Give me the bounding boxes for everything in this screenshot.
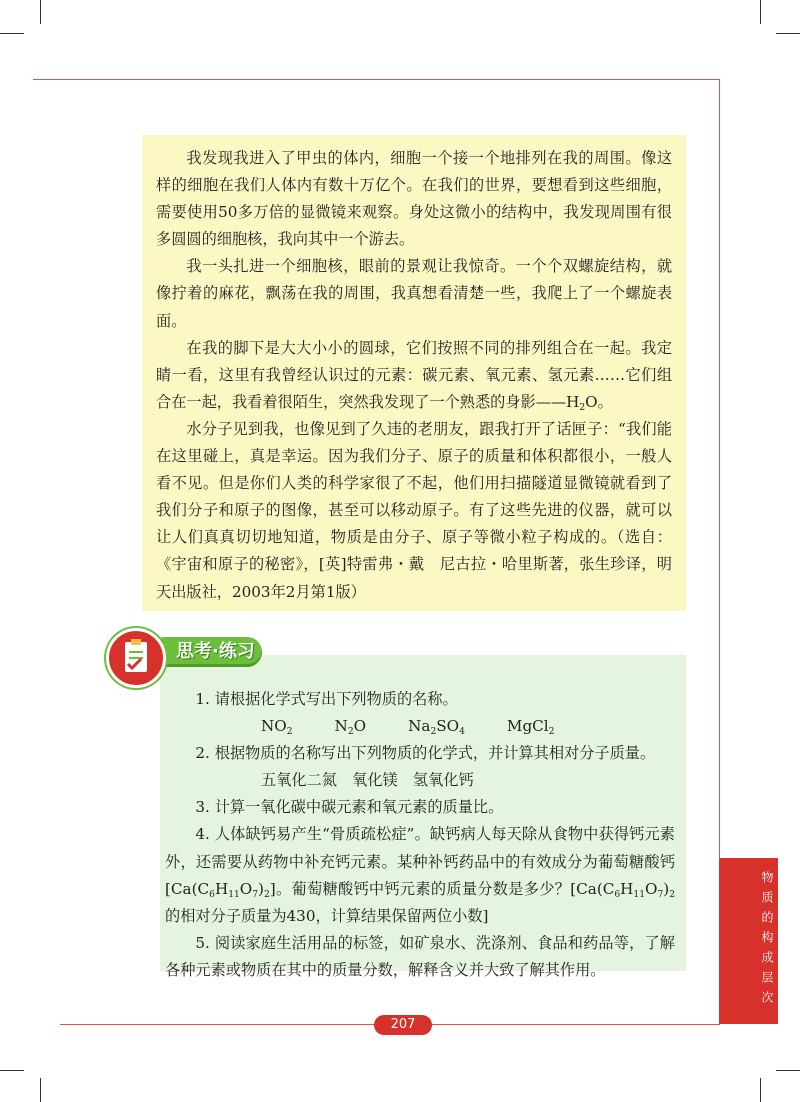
calcium-gluconate-formula: $[Ca(C_6H_{11}O_7)_2]$ bbox=[165, 879, 276, 900]
story-paragraph-1: 我发现我进入了甲虫的体内，细胞一个接一个地排列在我的周围。像这样的细胞在我们人体内有数十万亿个。在我们的世界，要想看到这些细胞，需要使用50多万倍的显微镜来观察。身处这微小的结构中，我发现周围有很多圆圆的细胞核，我向其中一个游去。 bbox=[156, 149, 672, 249]
story-paragraph-4: 水分子见到我，也像见到了久违的老朋友，跟我打开了话匣子：“我们能在这里碰上，真是幸运。因为我们分子、原子的质量和体积都很小，一般人看不见。但是你们人类的科学家很了不起，他们用扫描隧道显微镜就看到了我们分子和原子的图像，甚至可以移动原子。有了这些先进的仪器，就可以让人们真真切切地知道，物质是由分子、原子等微小粒子构成的。（选自：《宇宙和原子的秘密》，[英]特雷弗・戴 尼古拉・哈里斯著，张生珍译，明天出版社，2003年2月第1版） bbox=[156, 419, 672, 601]
exercise-question-2: 2. 根据物质的名称写出下列物质的化学式，并计算其相对分子质量。 bbox=[195, 744, 656, 763]
crop-mark bbox=[40, 0, 41, 24]
story-box bbox=[142, 135, 686, 611]
water-formula: $H_2O$ bbox=[566, 392, 598, 414]
exercise-question-5: 5. 阅读家庭生活用品的标签，如矿泉水、洗涤剂、食品和药品等，了解各种元素或物质在其中的质量分数，解释含义并大致了解其作用。 bbox=[165, 933, 675, 979]
chemical-formula: $Na_2SO_4$ bbox=[408, 717, 465, 738]
exercise-question-1: 1. 请根据化学式写出下列物质的名称。 bbox=[195, 690, 458, 708]
chemical-formula: MgCl$_2$ bbox=[506, 717, 555, 738]
crop-mark bbox=[40, 1078, 41, 1102]
exercise-question-4: 4. 人体缺钙易产生“骨质疏松症”。缺钙病人每天除从食物中获得钙元素外，还需要从药物中补充钙元素。某种补钙药品中的有效成分为葡萄糖酸钙$[Ca(C_6H_{11}O_7)_2]$。葡萄糖酸钙中钙元素的质量分数是多少？[$Ca(C_6H_{11}O_7)_2$的相对分子质量为430，计算结果保留两位小数] bbox=[165, 825, 675, 925]
crop-mark bbox=[760, 1078, 761, 1102]
chemical-formula: $N_2O$ bbox=[334, 717, 367, 738]
exercise-header-title: 思考·练习 bbox=[176, 641, 255, 662]
story-paragraph-2: 我一头扎进一个细胞核，眼前的景观让我惊奇。一个个双螺旋结构，就像拧着的麻花，飘荡在我的周围，我真想看清楚一些，我爬上了一个螺旋表面。 bbox=[156, 257, 672, 330]
page-frame-top-line bbox=[33, 79, 719, 80]
crop-mark bbox=[0, 1070, 24, 1071]
clipboard-check-icon bbox=[109, 631, 163, 685]
page-frame-right-line bbox=[719, 79, 720, 859]
exercise-badge-icon bbox=[106, 628, 166, 688]
crop-mark bbox=[760, 0, 761, 24]
formula-list bbox=[165, 713, 675, 740]
story-paragraph-3-text: 在我的脚下是大大小小的圆球，它们按照不同的排列组合在一起。我定睛一看，这里有我曾经认识过的元素：碳元素、氧元素、氢元素……它们组合在一起，我看着很陌生，突然我发现了一个熟悉的身影—— bbox=[156, 338, 672, 411]
exercise-content bbox=[165, 686, 675, 984]
calcium-gluconate-formula-note: [$Ca(C_6H_{11}O_7)_2$ bbox=[570, 879, 675, 900]
exercise-question-3: 3. 计算一氧化碳中碳元素和氧元素的质量比。 bbox=[195, 798, 504, 817]
crop-mark bbox=[0, 33, 24, 34]
chemical-formula: $NO_2$ bbox=[261, 717, 293, 738]
story-paragraph-3: 在我的脚下是大大小小的圆球，它们按照不同的排列组合在一起。我定睛一看，这里有我曾经认识过的元素：碳元素、氧元素、氢元素……它们组合在一起，我看着很陌生，突然我发现了一个熟悉的身影$——H_2O$。 bbox=[156, 338, 672, 414]
page-number: 207 bbox=[374, 1015, 432, 1035]
chapter-side-tab-label: 物质的构成层次 bbox=[760, 871, 774, 1011]
crop-mark bbox=[776, 33, 800, 34]
crop-mark bbox=[776, 1070, 800, 1071]
substance-name-list: 五氧化二氮 氧化镁 氢氧化钙 bbox=[261, 771, 474, 790]
